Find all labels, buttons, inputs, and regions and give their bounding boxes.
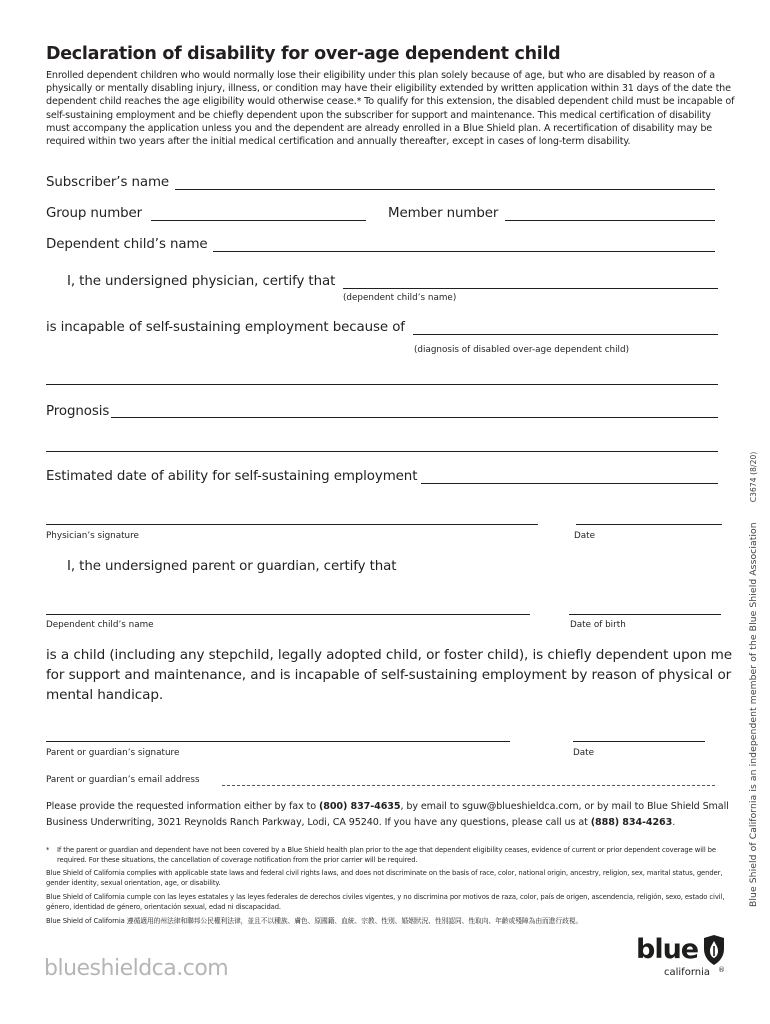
side-disclaimer: Blue Shield of California is an independent member of the Blue Shield Association C3674 (8/20) bbox=[748, 451, 759, 907]
estimated-date-field[interactable] bbox=[421, 483, 718, 484]
dependent-child-name-field[interactable] bbox=[213, 251, 715, 252]
prognosis-extra-line[interactable] bbox=[46, 451, 718, 452]
physician-signature-field[interactable] bbox=[46, 524, 538, 525]
dependent-child-name-label: Dependent child’s name bbox=[46, 237, 208, 252]
guardian-email-field[interactable] bbox=[222, 785, 715, 786]
intro-paragraph: Enrolled dependent children who would normally lose their eligibility under this plan solely because of age, but who are disabled by reason of a physically or mentally disabling injury, illness, or condition may have their eligibility extended by written application within 31 days of the date the dependent child reaches the age eligibility would otherwise cease.* To qualify for this extension, the disabled dependent child must be incapable of self-sustaining employment and be chiefly dependent upon the subscriber for support and maintenance. This medical certification of disability must accompany the application unless you and the dependent are already enrolled in a Blue Shield plan. A recertification of disability may be required within two years after the initial medical certification and annually thereafter, except in cases of long-term disability. bbox=[46, 70, 735, 148]
subscriber-name-field[interactable] bbox=[175, 189, 715, 190]
form-code: C3674 (8/20) bbox=[749, 451, 758, 503]
website-link[interactable]: blueshieldca.com bbox=[44, 956, 229, 981]
member-number-field[interactable] bbox=[505, 220, 715, 221]
nondiscrimination-chinese: Blue Shield of California 遵循適用的州法律和聯邦公民權利法律，並且不以種族、膚色、原國籍、血統、宗教、性別、婚姻狀況、性別認同、性取向、年齡或殘障為由而進行歧視。 bbox=[46, 917, 583, 925]
diagnosis-field[interactable] bbox=[413, 334, 718, 335]
member-number-label: Member number bbox=[388, 206, 499, 221]
physician-certify-label: I, the undersigned physician, certify that bbox=[67, 274, 336, 289]
registered-mark: ® bbox=[718, 966, 725, 974]
shield-logo-icon bbox=[702, 934, 726, 970]
guardian-signature-caption: Parent or guardian’s signature bbox=[46, 748, 180, 758]
footnote-asterisk: * bbox=[46, 846, 50, 854]
guardian-date-field[interactable] bbox=[573, 741, 705, 742]
fax-number: (800) 837-4635 bbox=[318, 801, 401, 812]
physician-date-field[interactable] bbox=[576, 524, 722, 525]
guardian-date-caption: Date bbox=[573, 748, 595, 758]
diagnosis-extra-line[interactable] bbox=[46, 384, 718, 385]
logo-wordmark: blue bbox=[636, 934, 699, 965]
estimated-date-label: Estimated date of ability for self-sustaining employment bbox=[46, 469, 418, 484]
diagnosis-caption: (diagnosis of disabled over-age dependent child) bbox=[414, 345, 630, 355]
dependent-name-label: Dependent child’s name bbox=[46, 620, 154, 630]
physician-signature-caption: Physician’s signature bbox=[46, 531, 139, 541]
phone-number: (888) 834-4263 bbox=[590, 816, 673, 828]
dependent-name-field[interactable] bbox=[46, 614, 530, 615]
physician-dependent-field[interactable] bbox=[343, 288, 718, 289]
physician-date-caption: Date bbox=[574, 531, 596, 541]
date-of-birth-label: Date of birth bbox=[570, 620, 626, 630]
form-title: Declaration of disability for over-age dependent child bbox=[46, 44, 561, 64]
guardian-certify-label: I, the undersigned parent or guardian, certify that bbox=[67, 559, 397, 574]
incapable-label: is incapable of self-sustaining employment because of bbox=[46, 320, 405, 335]
guardian-signature-field[interactable] bbox=[46, 741, 510, 742]
footnote bbox=[46, 846, 736, 865]
nondiscrimination-spanish: Blue Shield of California cumple con las leyes estatales y las leyes federales de derechos civiles vigentes, y no discrimina por motivos de raza, color, país de origen, ascendencia, religión, sexo, estado civil, género, identidad de género, orientación sexual, edad ni discapacidad. bbox=[46, 893, 725, 911]
group-number-field[interactable] bbox=[151, 220, 366, 221]
subscriber-name-label: Subscriber’s name bbox=[46, 175, 170, 190]
logo-subtitle: california bbox=[664, 967, 711, 978]
dependent-name-caption: (dependent child’s name) bbox=[343, 293, 457, 303]
group-number-label: Group number bbox=[46, 206, 143, 221]
footnote-text: If the parent or guardian and dependent have not been covered by a Blue Shield health plan prior to the age that dependent eligibility ceases, evidence of current or prior dependent coverage will be required. For these situations, the cancellation of coverage notification from the prior carrier will be required. bbox=[57, 846, 716, 864]
guardian-email-label: Parent or guardian’s email address bbox=[46, 775, 200, 785]
nondiscrimination-english: Blue Shield of California complies with applicable state laws and federal civil rights laws, and does not discriminate on the basis of race, color, national origin, ancestry, religion, sex, marital status, gender, gender identity, sexual orientation, age, or disability. bbox=[46, 869, 723, 887]
child-statement: is a child (including any stepchild, legally adopted child, or foster child), is chiefly dependent upon me for support and maintenance, and is incapable of self-sustaining employment by reason of physical or mental handicap. bbox=[46, 647, 733, 703]
prognosis-field[interactable] bbox=[111, 417, 718, 418]
date-of-birth-field[interactable] bbox=[569, 614, 721, 615]
prognosis-label: Prognosis bbox=[46, 404, 110, 419]
contact-instructions: Please provide the requested information either by fax to (800) 837-4635, by email to sguw@blueshieldca.com, or by mail to Blue Shield Small Business Underwriting, 3021 Reynolds Ranch Parkway, Lodi, CA 95240. If you have any questions, please call us at (888) 834-4263. bbox=[46, 801, 729, 828]
